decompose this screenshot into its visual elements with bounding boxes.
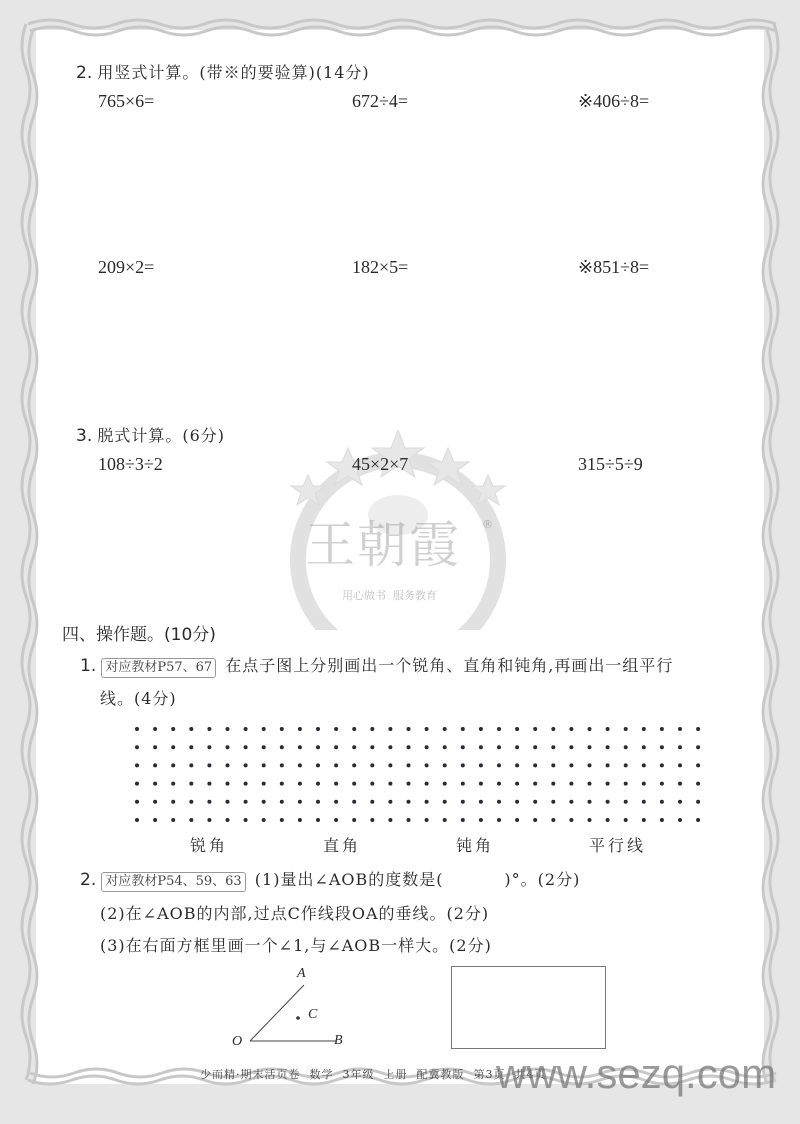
grid-dot[interactable] [226, 782, 230, 786]
grid-dot[interactable] [551, 800, 555, 804]
grid-dot[interactable] [588, 763, 592, 767]
dot-grid[interactable] [130, 722, 710, 832]
grid-dot[interactable] [244, 727, 248, 731]
grid-dot[interactable] [298, 727, 302, 731]
grid-dot[interactable] [280, 763, 284, 767]
grid-dot[interactable] [569, 800, 573, 804]
grid-dot[interactable] [515, 818, 519, 822]
grid-dot[interactable] [479, 782, 483, 786]
grid-dot[interactable] [153, 818, 157, 822]
point-a-label: A [297, 966, 306, 981]
grid-dot[interactable] [280, 782, 284, 786]
grid-dot[interactable] [370, 782, 374, 786]
grid-dot[interactable] [407, 727, 411, 731]
grid-dot[interactable] [388, 727, 392, 731]
grid-dot[interactable] [334, 763, 338, 767]
grid-dot[interactable] [407, 782, 411, 786]
grid-dot[interactable] [153, 782, 157, 786]
item-2-line-1 [80, 867, 580, 892]
grid-dot[interactable] [588, 800, 592, 804]
item-instruction: 在点子图上分别画出一个锐角、直角和钝角,再画出一组平行 [225, 656, 674, 675]
grid-dot[interactable] [262, 763, 266, 767]
grid-dot[interactable] [497, 800, 501, 804]
grid-dot[interactable] [642, 782, 646, 786]
grid-dot[interactable] [352, 745, 356, 749]
grid-dot[interactable] [189, 782, 193, 786]
grid-dot[interactable] [696, 745, 700, 749]
grid-dot[interactable] [551, 818, 555, 822]
grid-dot[interactable] [696, 818, 700, 822]
grid-dot[interactable] [298, 763, 302, 767]
calc-765x6: 765×6= [98, 91, 155, 111]
grid-dot[interactable] [497, 782, 501, 786]
grid-dot[interactable] [551, 782, 555, 786]
grid-dot[interactable] [606, 818, 610, 822]
grid-dot[interactable] [244, 818, 248, 822]
grid-dot[interactable] [171, 800, 175, 804]
grid-dot[interactable] [135, 800, 139, 804]
grid-dot[interactable] [226, 727, 230, 731]
grid-dot[interactable] [135, 727, 139, 731]
grid-dot[interactable] [425, 818, 429, 822]
grid-dot[interactable] [316, 800, 320, 804]
question-number: 3. [76, 426, 93, 446]
grid-dot[interactable] [153, 800, 157, 804]
item-2-part-1: (1)量出∠AOB的度数是( )°。(2分) [254, 870, 581, 889]
grid-dot[interactable] [443, 782, 447, 786]
grid-dot[interactable] [334, 727, 338, 731]
grid-dot[interactable] [660, 727, 664, 731]
calc-182x5: 182×5= [352, 257, 409, 277]
grid-dot[interactable] [533, 782, 537, 786]
grid-dot[interactable] [569, 818, 573, 822]
grid-dot[interactable] [370, 800, 374, 804]
grid-dot[interactable] [606, 782, 610, 786]
item-1-line-1 [80, 653, 673, 678]
grid-dot[interactable] [425, 727, 429, 731]
grid-dot[interactable] [588, 782, 592, 786]
grid-dot[interactable] [280, 745, 284, 749]
grid-dot[interactable] [479, 727, 483, 731]
grid-dot[interactable] [497, 745, 501, 749]
grid-dot[interactable] [135, 763, 139, 767]
grid-dot[interactable] [660, 782, 664, 786]
page-footer: 少而精·期末活页卷 数学 3年级 上册 配冀教版 第3页 共4页 [200, 1068, 547, 1081]
grid-dot[interactable] [207, 745, 211, 749]
point-o-label: O [232, 1034, 243, 1049]
grid-dot[interactable] [551, 727, 555, 731]
grid-dot[interactable] [316, 745, 320, 749]
grid-dot[interactable] [660, 763, 664, 767]
grid-dot[interactable] [316, 782, 320, 786]
grid-dot[interactable] [171, 763, 175, 767]
grid-dot[interactable] [696, 763, 700, 767]
label-acute-angle: 锐角 [190, 836, 229, 855]
grid-dot[interactable] [425, 763, 429, 767]
grid-dot[interactable] [515, 800, 519, 804]
grid-dot[interactable] [244, 763, 248, 767]
grid-dot[interactable] [515, 745, 519, 749]
item-2-part-3: (3)在右面方框里画一个∠1,与∠AOB一样大。(2分) [100, 936, 492, 955]
grid-dot[interactable] [461, 727, 465, 731]
grid-dot[interactable] [696, 782, 700, 786]
grid-dot[interactable] [153, 763, 157, 767]
grid-dot[interactable] [642, 745, 646, 749]
grid-dot[interactable] [280, 818, 284, 822]
grid-dot[interactable] [388, 763, 392, 767]
grid-dot[interactable] [533, 800, 537, 804]
calc-209x2: 209×2= [98, 257, 155, 277]
grid-dot[interactable] [262, 745, 266, 749]
calc-672div4: 672÷4= [352, 91, 409, 111]
calc-108div3div2: 108÷3÷2 [98, 454, 163, 474]
grid-dot[interactable] [153, 727, 157, 731]
grid-dot[interactable] [678, 727, 682, 731]
grid-dot[interactable] [606, 763, 610, 767]
item-number: 1. [80, 656, 97, 676]
grid-dot[interactable] [262, 818, 266, 822]
label-parallel-lines: 平行线 [589, 836, 647, 855]
grid-dot[interactable] [407, 800, 411, 804]
grid-dot[interactable] [370, 745, 374, 749]
grid-dot[interactable] [388, 800, 392, 804]
answer-box-angle-1[interactable] [451, 966, 606, 1049]
grid-dot[interactable] [569, 782, 573, 786]
item-2-part-2: (2)在∠AOB的内部,过点C作线段OA的垂线。(2分) [100, 904, 490, 923]
grid-dot[interactable] [189, 745, 193, 749]
grid-dot[interactable] [533, 818, 537, 822]
grid-dot[interactable] [298, 782, 302, 786]
question-title: 用竖式计算。(带※的要验算)(14分) [97, 63, 370, 82]
grid-dot[interactable] [624, 818, 628, 822]
grid-dot[interactable] [226, 745, 230, 749]
grid-dot[interactable] [515, 782, 519, 786]
grid-dot[interactable] [298, 800, 302, 804]
grid-dot[interactable] [207, 818, 211, 822]
grid-dot[interactable] [425, 800, 429, 804]
grid-dot[interactable] [443, 818, 447, 822]
grid-dot[interactable] [171, 727, 175, 731]
grid-dot[interactable] [388, 745, 392, 749]
grid-dot[interactable] [551, 763, 555, 767]
calc-851div8: ※851÷8= [578, 257, 650, 277]
grid-dot[interactable] [171, 818, 175, 822]
watermark-slogan: 用心做书 服务教育 [342, 589, 437, 602]
grid-dot[interactable] [370, 763, 374, 767]
grid-dot[interactable] [569, 763, 573, 767]
grid-dot[interactable] [153, 745, 157, 749]
question-2-heading [76, 60, 370, 83]
grid-dot[interactable] [425, 745, 429, 749]
grid-dot[interactable] [497, 818, 501, 822]
grid-dot[interactable] [135, 782, 139, 786]
calc-406div8: ※406÷8= [578, 91, 650, 111]
grid-dot[interactable] [642, 727, 646, 731]
grid-dot[interactable] [207, 727, 211, 731]
grid-dot[interactable] [678, 800, 682, 804]
grid-dot[interactable] [298, 745, 302, 749]
grid-dot[interactable] [189, 818, 193, 822]
grid-dot[interactable] [569, 727, 573, 731]
grid-dot[interactable] [696, 800, 700, 804]
grid-dot[interactable] [280, 800, 284, 804]
grid-dot[interactable] [370, 818, 374, 822]
grid-dot[interactable] [262, 727, 266, 731]
grid-dot[interactable] [624, 800, 628, 804]
grid-dot[interactable] [135, 818, 139, 822]
grid-dot[interactable] [624, 782, 628, 786]
grid-dot[interactable] [569, 745, 573, 749]
item-number: 2. [80, 870, 97, 890]
grid-dot[interactable] [678, 745, 682, 749]
grid-dot[interactable] [244, 745, 248, 749]
grid-dot[interactable] [189, 800, 193, 804]
grid-dot[interactable] [207, 782, 211, 786]
grid-dot[interactable] [660, 818, 664, 822]
grid-dot[interactable] [407, 818, 411, 822]
grid-dot[interactable] [461, 763, 465, 767]
grid-dot[interactable] [588, 727, 592, 731]
calc-315div5div9: 315÷5÷9 [578, 454, 643, 474]
grid-dot[interactable] [316, 763, 320, 767]
grid-dot[interactable] [352, 727, 356, 731]
calc-45x2x7: 45×2×7 [352, 454, 409, 474]
grid-dot[interactable] [461, 818, 465, 822]
grid-dot[interactable] [588, 745, 592, 749]
grid-dot[interactable] [352, 763, 356, 767]
grid-dot[interactable] [226, 800, 230, 804]
grid-dot[interactable] [316, 727, 320, 731]
grid-dot[interactable] [479, 763, 483, 767]
grid-dot[interactable] [207, 763, 211, 767]
grid-dot[interactable] [171, 782, 175, 786]
grid-dot[interactable] [352, 800, 356, 804]
textbook-reference-tag: 对应教材P57、67 [101, 658, 216, 678]
grid-dot[interactable] [551, 745, 555, 749]
grid-dot[interactable] [461, 800, 465, 804]
grid-dot[interactable] [280, 727, 284, 731]
grid-dot[interactable] [226, 818, 230, 822]
grid-dot[interactable] [515, 727, 519, 731]
grid-dot[interactable] [533, 763, 537, 767]
grid-dot[interactable] [443, 800, 447, 804]
grid-dot[interactable] [135, 745, 139, 749]
grid-dot[interactable] [533, 745, 537, 749]
grid-dot[interactable] [588, 818, 592, 822]
question-3-heading [76, 423, 225, 446]
grid-dot[interactable] [407, 745, 411, 749]
grid-dot[interactable] [316, 818, 320, 822]
grid-dot[interactable] [334, 818, 338, 822]
grid-dot[interactable] [642, 800, 646, 804]
grid-dot[interactable] [515, 763, 519, 767]
grid-dot[interactable] [660, 745, 664, 749]
grid-dot[interactable] [370, 727, 374, 731]
grid-dot[interactable] [334, 745, 338, 749]
grid-dot[interactable] [407, 763, 411, 767]
grid-dot[interactable] [624, 745, 628, 749]
grid-dot[interactable] [624, 727, 628, 731]
grid-dot[interactable] [262, 800, 266, 804]
grid-dot[interactable] [642, 818, 646, 822]
grid-dot[interactable] [696, 727, 700, 731]
grid-dot[interactable] [226, 763, 230, 767]
grid-dot[interactable] [624, 763, 628, 767]
label-obtuse-angle: 钝角 [456, 836, 495, 855]
grid-dot[interactable] [606, 727, 610, 731]
watermark-brand: 王朝霞 [305, 516, 461, 574]
item-1-line-2: 线。(4分) [100, 689, 177, 708]
grid-dot[interactable] [352, 818, 356, 822]
grid-dot[interactable] [606, 745, 610, 749]
grid-dot[interactable] [244, 782, 248, 786]
grid-dot[interactable] [352, 782, 356, 786]
grid-dot[interactable] [497, 727, 501, 731]
grid-dot[interactable] [678, 782, 682, 786]
point-b-label: B [334, 1033, 343, 1048]
grid-dot[interactable] [443, 763, 447, 767]
grid-dot[interactable] [298, 818, 302, 822]
grid-dot[interactable] [660, 800, 664, 804]
grid-dot[interactable] [388, 782, 392, 786]
grid-dot[interactable] [461, 782, 465, 786]
point-c-label: C [308, 1007, 318, 1022]
question-number: 2. [76, 63, 93, 83]
grid-dot[interactable] [642, 763, 646, 767]
site-watermark-url: www.sezq.com [496, 1050, 777, 1097]
grid-dot[interactable] [189, 763, 193, 767]
grid-dot[interactable] [443, 727, 447, 731]
question-title: 脱式计算。(6分) [97, 426, 225, 445]
grid-dot[interactable] [606, 800, 610, 804]
registered-mark: ® [482, 518, 493, 531]
label-right-angle: 直角 [323, 836, 362, 855]
grid-dot[interactable] [334, 782, 338, 786]
grid-dot[interactable] [497, 763, 501, 767]
grid-dot[interactable] [533, 727, 537, 731]
grid-dot[interactable] [171, 745, 175, 749]
grid-dot[interactable] [443, 745, 447, 749]
grid-dot[interactable] [262, 782, 266, 786]
grid-dot[interactable] [207, 800, 211, 804]
section-4-title: 四、操作题。(10分) [62, 625, 216, 645]
grid-dot[interactable] [678, 763, 682, 767]
grid-dot[interactable] [388, 818, 392, 822]
grid-dot[interactable] [479, 818, 483, 822]
grid-dot[interactable] [678, 818, 682, 822]
textbook-reference-tag: 对应教材P54、59、63 [101, 872, 245, 892]
grid-dot[interactable] [461, 745, 465, 749]
grid-dot[interactable] [189, 727, 193, 731]
grid-dot[interactable] [244, 800, 248, 804]
grid-dot[interactable] [334, 800, 338, 804]
grid-dot[interactable] [479, 800, 483, 804]
grid-dot[interactable] [425, 782, 429, 786]
grid-dot[interactable] [479, 745, 483, 749]
